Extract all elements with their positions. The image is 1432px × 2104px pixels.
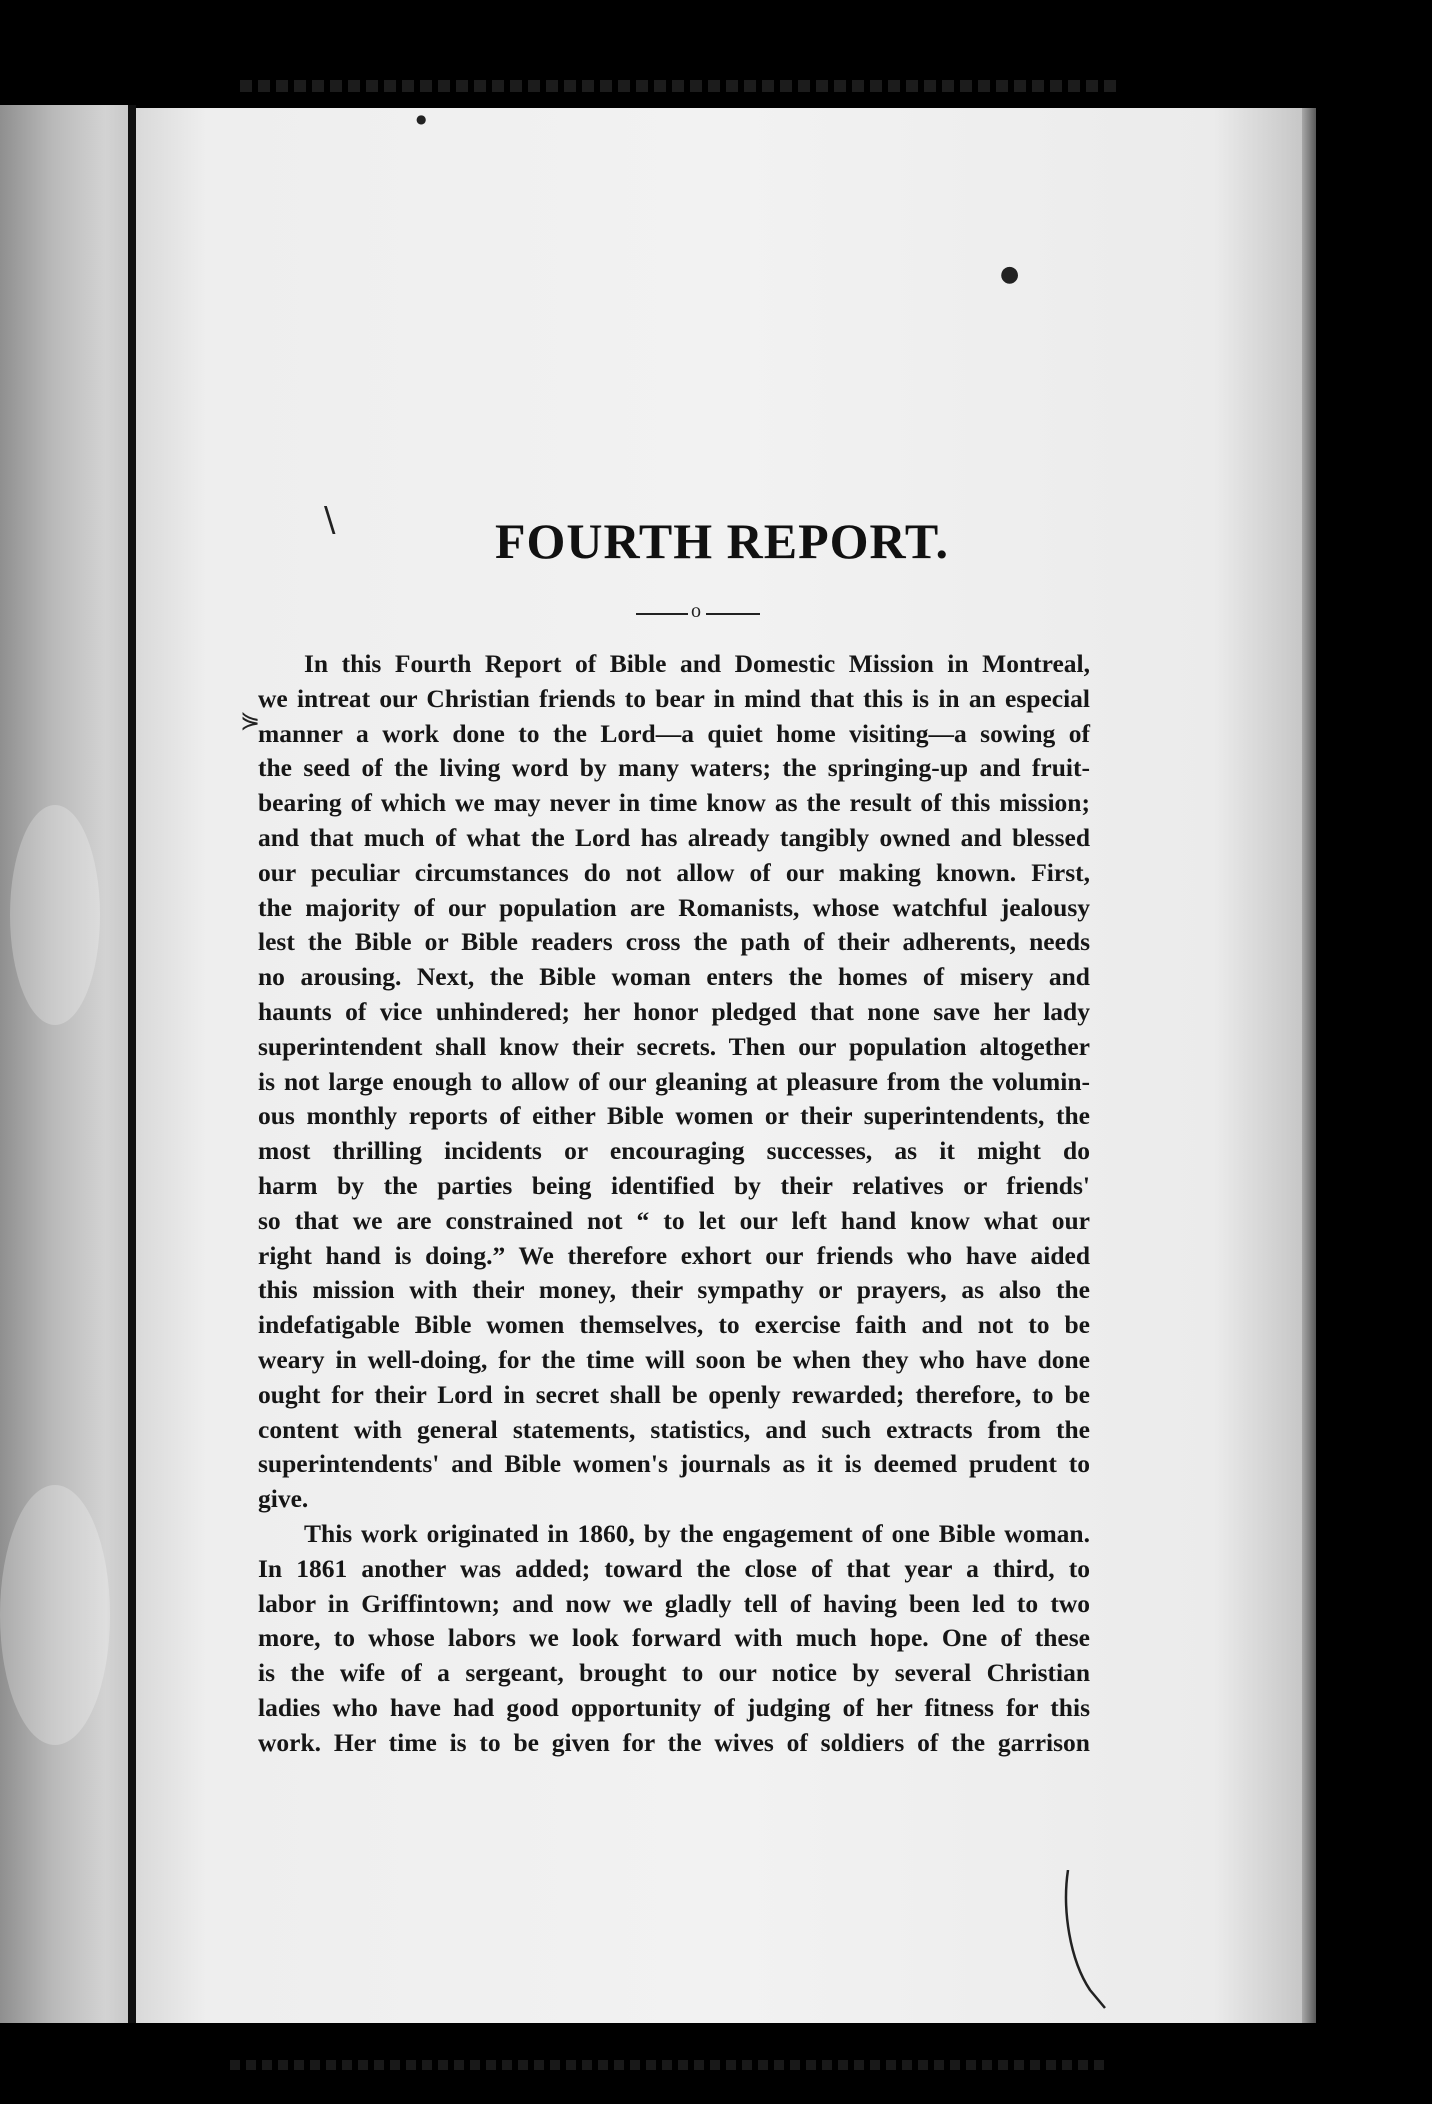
ornament-rule-left	[636, 613, 688, 615]
ornament-rule-right	[706, 613, 760, 615]
text-line: most thrilling incidents or encouraging successes, as it might do	[258, 1136, 1090, 1166]
page-edge-shadow	[1302, 108, 1316, 2023]
text-line: ous monthly reports of either Bible women or their superintendents, the	[258, 1101, 1090, 1131]
ink-mark: ⋟	[240, 706, 261, 734]
text-line: right hand is doing.” We therefore exhort our friends who have aided	[258, 1240, 1090, 1270]
text-line: haunts of vice unhindered; her honor pledged that none save her lady	[258, 996, 1090, 1026]
text-line: harm by the parties being identified by their relatives or friends'	[258, 1170, 1090, 1200]
ornament-glyph: o	[691, 600, 701, 622]
text-line: we intreat our Christian friends to bear in mind that this is in an especial	[258, 683, 1090, 713]
text-line: ought for their Lord in secret shall be openly rewarded; therefore, to be	[258, 1379, 1090, 1409]
text-line: bearing of which we may never in time know as the result of this mission;	[258, 788, 1090, 818]
scan-border-top	[240, 80, 1120, 92]
title-ornament	[636, 602, 760, 622]
text-line: content with general statements, statistics, and such extracts from the	[258, 1414, 1090, 1444]
ink-dot: ●	[416, 112, 427, 126]
text-line: the majority of our population are Romanists, whose watchful jealousy	[258, 892, 1090, 922]
text-line: In 1861 another was added; toward the close of that year a third, to	[258, 1553, 1090, 1583]
book-gutter	[128, 105, 136, 2023]
text-line: In this Fourth Report of Bible and Domestic Mission in Montreal,	[304, 649, 1090, 678]
text-line: the seed of the living word by many waters; the springing-up and fruit-	[258, 753, 1090, 783]
text-line: and that much of what the Lord has already tangibly owned and blessed	[258, 822, 1090, 852]
text-line: no arousing. Next, the Bible woman enters the homes of misery and	[258, 962, 1090, 992]
text-line: This work originated in 1860, by the engagement of one Bible woman.	[304, 1518, 1090, 1548]
ink-mark: \	[324, 500, 336, 540]
pencil-scribble	[1060, 1870, 1120, 2010]
text-line: is the wife of a sergeant, brought to our notice by several Christian	[258, 1658, 1090, 1688]
text-line: ladies who have had good opportunity of judging of her fitness for this	[258, 1692, 1090, 1722]
text-line: manner a work done to the Lord—a quiet home visiting—a sowing of	[258, 718, 1090, 748]
text-line: superintendents' and Bible women's journals as it is deemed prudent to	[258, 1449, 1090, 1479]
text-line: lest the Bible or Bible readers cross the path of their adherents, needs	[258, 927, 1090, 957]
scan-border-bottom	[230, 2060, 1110, 2070]
text-line: superintendent shall know their secrets. Then our population altogether	[258, 1031, 1090, 1061]
text-line: so that we are constrained not “ to let our left hand know what our	[258, 1205, 1090, 1235]
ink-blot: ●	[1000, 262, 1020, 287]
text-line: is not large enough to allow of our gleaning at pleasure from the volumin-	[258, 1066, 1090, 1096]
text-line: our peculiar circumstances do not allow of our making known. First,	[258, 857, 1090, 887]
left-page-remnant	[0, 105, 132, 2023]
text-line: more, to whose labors we look forward with much hope. One of these	[258, 1623, 1090, 1653]
text-line: weary in well-doing, for the time will soon be when they who have done	[258, 1344, 1090, 1374]
text-line: work. Her time is to be given for the wives of soldiers of the garrison	[258, 1727, 1090, 1757]
text-line: give.	[258, 1484, 309, 1514]
page-title: FOURTH REPORT.	[494, 513, 949, 569]
text-line: labor in Griffintown; and now we gladly tell of having been led to two	[258, 1588, 1090, 1618]
report-body	[258, 647, 1090, 1761]
paragraph-1	[258, 647, 1090, 1517]
text-line: indefatigable Bible women themselves, to exercise faith and not to be	[258, 1310, 1090, 1340]
text-line: this mission with their money, their sympathy or prayers, as also the	[258, 1275, 1090, 1305]
paragraph-2	[258, 1517, 1090, 1761]
